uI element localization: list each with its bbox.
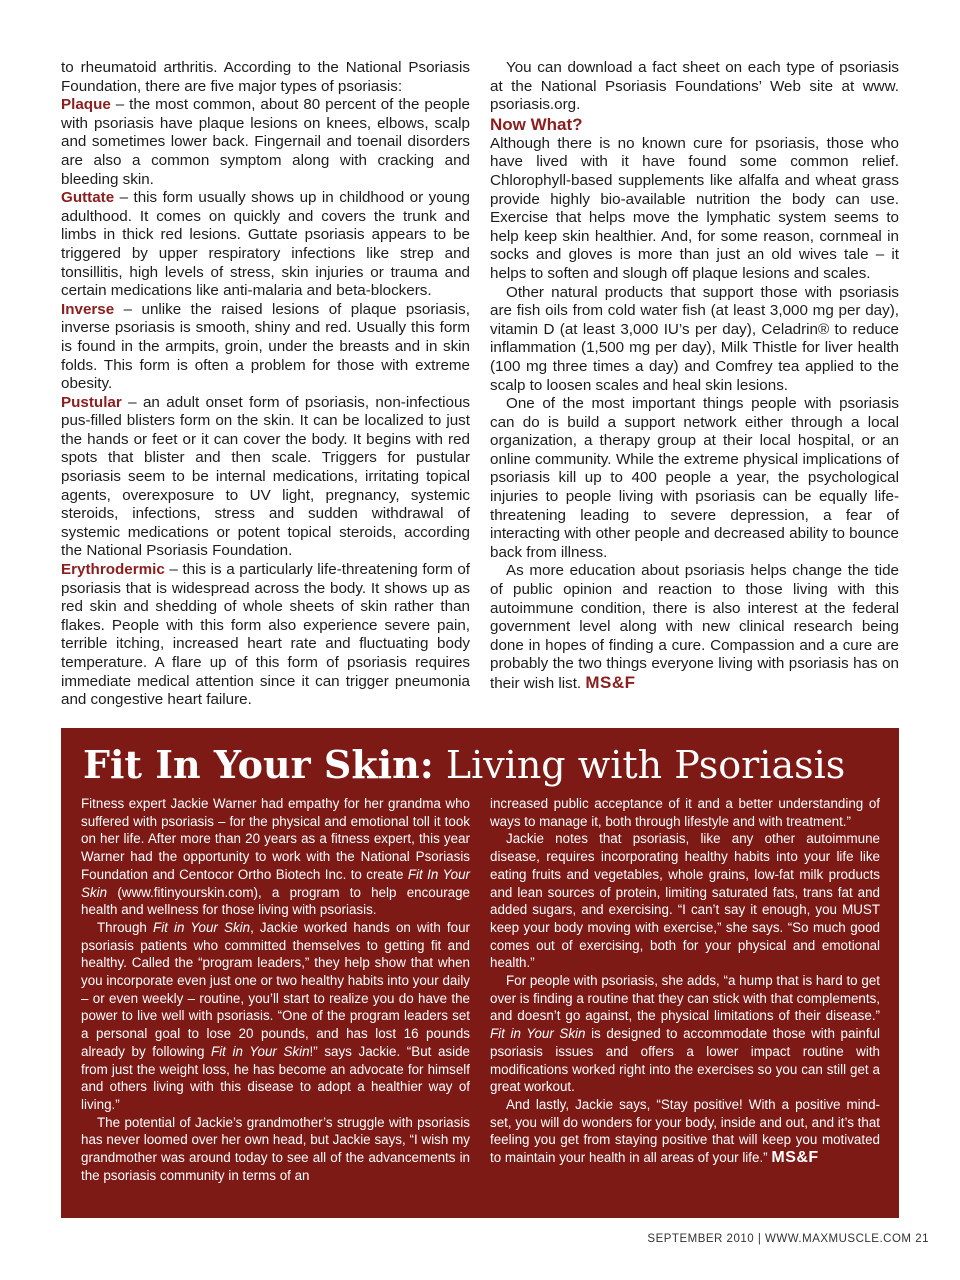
sidebar-paragraph [81, 919, 470, 1114]
type-text: – the most common, about 80 percent of the people with psoriasis have plaque lesions on knees, elbows, scalp and sometimes lower back. Fingernail and toenail disorders are also a common symptom along with cracking and bleeding skin. [61, 96, 470, 188]
final-text: As more education about psoriasis helps change the tide of public opinion and reaction to those living with this autoimmune condition, there is also interest at the federal government level along with new clinical research being done in hopes of finding a cure. Compassion and a cure are probably the two things everyone living with psoriasis has on their wish list. [490, 562, 899, 692]
body-paragraph: Although there is no known cure for psoriasis, those who have lived with it have found some common relief. Chlorophyll-based supplements like alfalfa and wheat grass provide highly bio-available nutrition the body can use. Exercise that helps move the lymphatic system seems to help keep skin healthier. And, for some reason, cornmeal in socks and gloves is more than just an old wives tale – it helps to soften and slough off plaque lesions and scales. [490, 134, 899, 282]
text: For people with psoriasis, she adds, “a hump that is hard to get over is finding a routine that they can stick with that complements, and doesn’t go against, the physical limitations of their disease.” [490, 973, 881, 1024]
text: Fitness expert Jackie Warner had empathy for her grandma who suffered with psoriasis – for the physical and emotional toll it took on her life. After more than 20 years as a fitness expert, this year Warner had the opportunity to work with the National Psoriasis Foundation and Centocor Ortho Biotech Inc. to create [81, 796, 470, 882]
intro-paragraph: to rheumatoid arthritis. According to the National Psoriasis Foundation, there are five major types of psoriasis: [61, 59, 470, 95]
program-name: Fit in Your Skin [153, 919, 251, 935]
left-column [61, 59, 470, 710]
sidebar-title-bold: Fit In Your Skin: [83, 742, 434, 787]
sidebar-paragraph: increased public acceptance of it and a better understanding of ways to manage it, both through lifestyle and with treatment.” [490, 796, 880, 829]
type-pustular [61, 394, 470, 561]
end-mark-logo: MS&F [771, 1149, 819, 1167]
sidebar-paragraph [490, 1096, 880, 1167]
sidebar-right-column [490, 795, 880, 1167]
type-guttate [61, 189, 470, 301]
sidebar-left-column [81, 795, 470, 1184]
download-note: You can download a fact sheet on each type of psoriasis at the National Psoriasis Foundations’ Web site at www. psoriasis.org. [490, 59, 899, 114]
type-text: – unlike the raised lesions of plaque psoriasis, inverse psoriasis is smooth, shiny and red. Usually this form is found in the armpits, groin, under the breasts and in skin folds. This form is often a problem for those with extreme obesity. [61, 300, 470, 393]
type-term: Plaque [61, 96, 111, 114]
text: And lastly, Jackie says, “Stay positive! With a positive mind-set, you will do wonders for your body, inside and out, and it’s that feeling you get from staying positive that will keep you motivated to maintain your health in all areas of your life.” [490, 1096, 880, 1166]
text: Through [97, 919, 154, 935]
body-paragraph: Other natural products that support those with psoriasis are fish oils from cold water fish (at least 3,000 mg per day), vitamin D (at least 3,000 IU’s per day), Celadrin® to reduce inflammation (1,500 mg per day), Milk Thistle for liver health (100 mg three times a day) and Comfrey tea applied to the scalp to loosen scales and heal skin lesions. [490, 283, 899, 394]
text: (www.fitinyourskin.com), a program to help encourage health and wellness for those living with psoriasis. [81, 884, 470, 918]
right-column [490, 59, 899, 694]
type-text: – this form usually shows up in childhood or young adulthood. It comes on quickly and covers the trunk and limbs in thick red lesions. Guttate psoriasis appears to be triggered by upper respiratory infections like strep and tonsillitis, high levels of stress, skin injuries or trauma and certain medications like anti-malaria and beta-blockers. [61, 189, 470, 300]
type-term: Inverse [61, 300, 115, 318]
body-paragraph: One of the most important things people with psoriasis can do is build a support network either through a local organization, a therapy group at their local hospital, or an online community. While the extreme physical implications of psoriasis kill up to 400 people a year, the psychological injuries to people living with psoriasis can be equally life-threatening leading to severe depression, a fear of interacting with other people and decreased ability to bounce back from illness. [490, 395, 899, 561]
sidebar-paragraph [81, 795, 470, 919]
text: , Jackie worked hands on with four psoriasis patients who committed themselves to getting fit and healthy. Called the “program leaders,” they help show that when you incorporate even just one or two healthy habits into your daily – or even weekly – routine, you’ll start to realize you do have the power to live well with psoriasis. “One of the program leaders set a personal goal to lose 20 pounds, and has lost 16 pounds already by following [81, 919, 470, 1059]
sidebar-paragraph [490, 972, 880, 1096]
final-paragraph [490, 562, 899, 693]
sidebar-paragraph: The potential of Jackie’s grandmother’s struggle with psoriasis has never loomed over her own head, but Jackie says, “I wish my grandmother was around today to see all of the advancements in the psoriasis community in terms of an [81, 1114, 470, 1183]
type-text: – this is a particularly life-threatening form of psoriasis that is widespread across the body. It shows up as red skin and shedding of whole sheets of skin rather than flakes. People with this form also experience severe pain, terrible itching, increased heart rate and fluctuating body temperature. A flare up of this form of psoriasis requires immediate medical attention since it can trigger pneumonia and congestive heart failure. [61, 561, 470, 709]
end-mark-logo: MS&F [585, 673, 636, 692]
sidebar-title-rest: Living with Psoriasis [433, 743, 846, 787]
type-term: Erythrodermic [61, 561, 165, 579]
page-footer: SEPTEMBER 2010 | WWW.MAXMUSCLE.COM 21 [647, 1233, 929, 1245]
sidebar-paragraph: Jackie notes that psoriasis, like any other autoimmune disease, requires incorporating healthy habits into your life like eating fruits and vegetables, whole grains, low-fat milk products and lean sources of protein, limiting saturated fats, trans fat and added sugars, and exercising. “I can’t say it enough, you MUST keep your body moving with exercise,” she says. “So much good comes out of exercising, both for your physical and emotional health.” [490, 831, 880, 971]
type-plaque [61, 96, 470, 189]
sidebar-box [61, 728, 899, 1218]
type-inverse [61, 301, 470, 394]
sidebar-title [83, 742, 883, 788]
program-name: Fit in Your Skin [211, 1043, 310, 1059]
type-text: – an adult onset form of psoriasis, non-infectious pus-filled blisters form on the skin. It can be localized to just the hands or feet or it can cover the body. It begins with red spots that blister and then scale. Triggers for pustular psoriasis seem to be internal medications, irritating topical agents, overexposure to UV light, pregnancy, systemic steroids, infections, stress and sudden withdrawal of systemic medications or potent topical steroids, according the National Psoriasis Foundation. [61, 393, 470, 560]
text: is designed to accommodate those with painful psoriasis issues and offers a lower impact routine with modifications worked right into the exercises so you can still get a great workout. [490, 1026, 881, 1095]
section-heading: Now What? [490, 114, 583, 134]
type-erythrodermic [61, 561, 470, 710]
type-term: Pustular [61, 393, 122, 411]
program-name: Fit in Your Skin [490, 1026, 586, 1042]
program-name: Fit In Your Skin [81, 866, 470, 900]
text: !” says Jackie. “But aside from just the weight loss, he has become an advocate for himself and others living with this disease to adopt a healthier way of living.” [81, 1043, 470, 1112]
type-term: Guttate [61, 189, 115, 207]
